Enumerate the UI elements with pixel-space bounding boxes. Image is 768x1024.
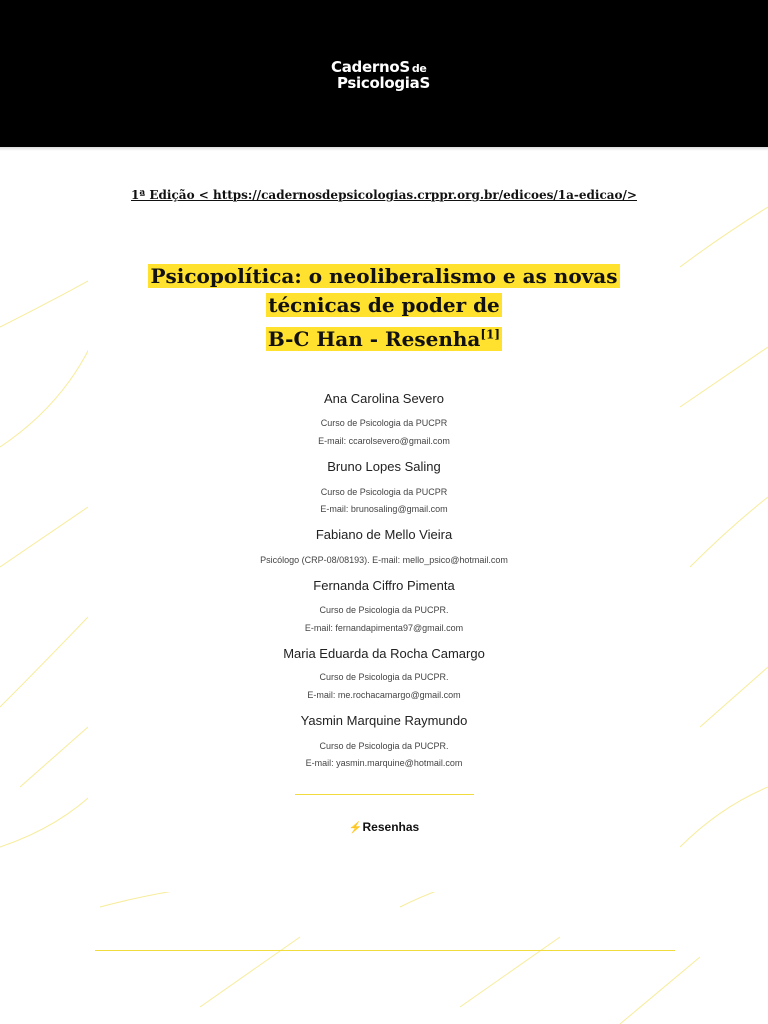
title-line-3-wrap xyxy=(266,327,502,351)
logo-word-cadernos: Caderno xyxy=(331,58,400,76)
author-email: E-mail: me.rochacamargo@gmail.com xyxy=(307,690,461,700)
author-name: Maria Eduarda da Rocha Camargo xyxy=(283,646,485,661)
author-affiliation: Curso de Psicologia da PUCPR. xyxy=(319,605,449,615)
title-line-2: técnicas de poder de xyxy=(268,293,500,317)
lightning-icon: ⚡ xyxy=(348,822,363,834)
footer-divider xyxy=(95,950,675,951)
logo-word-de: de xyxy=(411,62,427,75)
category-label: Resenhas xyxy=(362,820,420,834)
author-affiliation: Psicólogo (CRP-08/08193). E-mail: mello_psico@hotmail.com xyxy=(260,555,508,565)
author-affiliation: Curso de Psicologia da PUCPR xyxy=(320,487,448,497)
logo-s-glyph: S xyxy=(399,58,410,76)
author-affiliation: Curso de Psicologia da PUCPR. xyxy=(319,672,449,682)
footnote-link[interactable]: [1] xyxy=(480,327,501,341)
title-line-3: B-C Han - Resenha xyxy=(267,326,481,351)
category-tag[interactable] xyxy=(0,820,768,834)
logo-word-psicologias: Psicologia xyxy=(337,74,420,92)
site-header xyxy=(0,0,768,147)
author-name: Fernanda Ciffro Pimenta xyxy=(313,578,455,593)
site-logo[interactable] xyxy=(331,60,441,91)
author-name: Ana Carolina Severo xyxy=(324,391,444,406)
author-email: E-mail: brunosaling@gmail.com xyxy=(320,504,448,514)
author-email: E-mail: fernandapimenta97@gmail.com xyxy=(304,623,464,633)
author-affiliation: Curso de Psicologia da PUCPR xyxy=(320,418,448,428)
author-name: Bruno Lopes Saling xyxy=(327,459,441,474)
title-line-1: Psicopolítica: o neoliberalismo e as novas xyxy=(150,264,618,288)
author-affiliation: Curso de Psicologia da PUCPR. xyxy=(319,741,449,751)
logo-s-glyph-2: S xyxy=(419,74,430,92)
article-title xyxy=(100,262,668,354)
author-name: Yasmin Marquine Raymundo xyxy=(300,713,468,728)
author-email: E-mail: yasmin.marquine@hotmail.com xyxy=(305,758,463,768)
author-name: Fabiano de Mello Vieira xyxy=(315,527,453,542)
section-divider xyxy=(295,794,474,795)
edition-link[interactable]: 1ª Edição < https://cadernosdepsicologias.crppr.org.br/edicoes/1a-edicao/> xyxy=(131,188,637,202)
author-email: E-mail: ccarolsevero@gmail.com xyxy=(318,436,450,446)
